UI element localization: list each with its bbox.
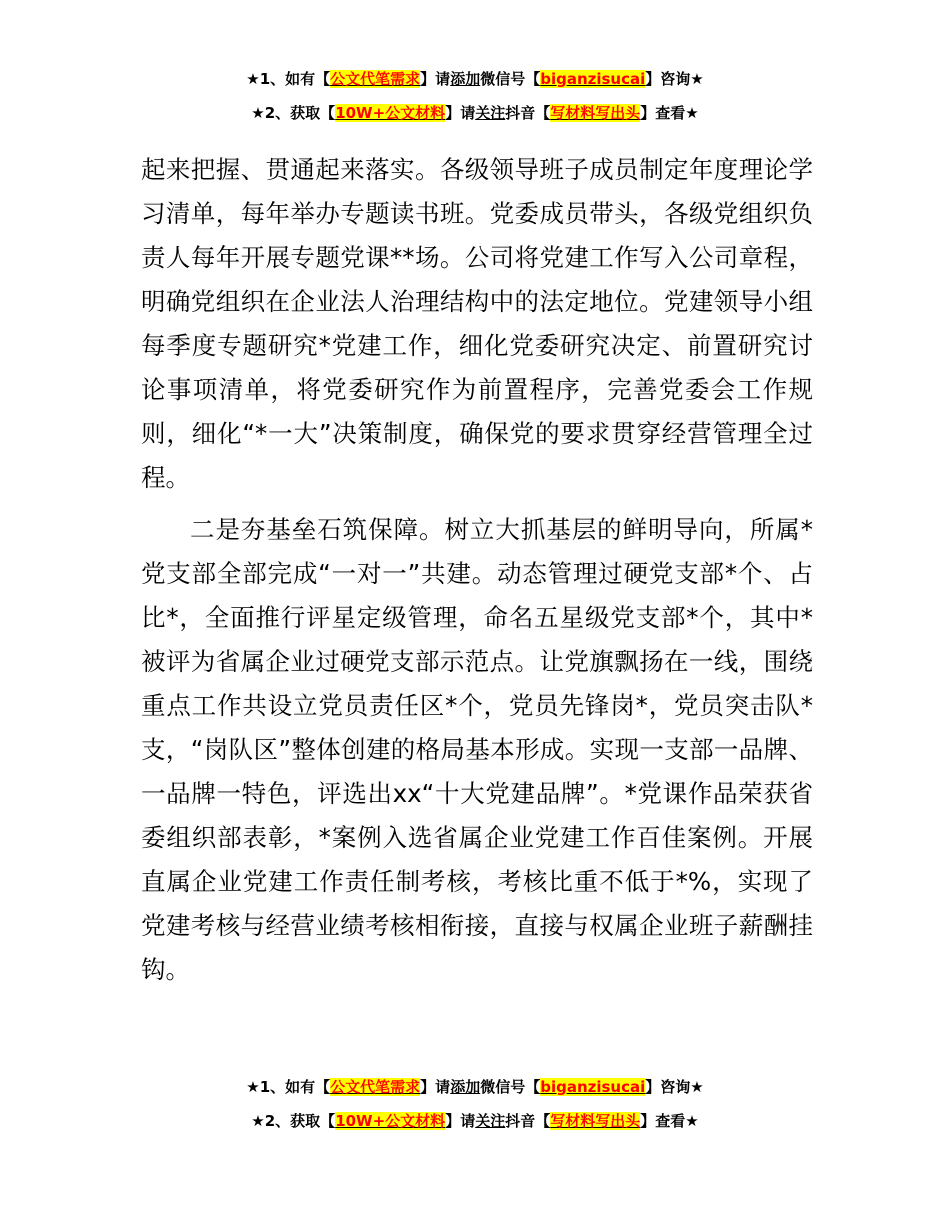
ad-text: 抖音【 (505, 1112, 551, 1130)
ad-highlight-wechat-id: biganzisucai (540, 70, 646, 88)
ad-text: 】请 (420, 1078, 451, 1096)
ad-emphasis: 关注 (475, 104, 506, 122)
ad-text: ★2、获取【 (251, 104, 336, 122)
ad-emphasis: 添加 (450, 70, 481, 88)
ad-text: 微信号【 (480, 1078, 541, 1096)
ad-highlight-douyin-account: 写材料写出头 (550, 1112, 641, 1130)
body-paragraph-1: 起来把握、贯通起来落实。各级领导班子成员制定年度理论学习清单，每年举办专题读书班。党委成员带头，各级党组织负责人每年开展专题党课**场。公司将党建工作写入公司章程，明确党组织在企业法人治理结构中的法定地位。党建领导小组每季度专题研究*党建工作，细化党委研究决定、前置研究讨论事项清单，将党委研究作为前置程序，完善党委会工作规则，细化“*一大”决策制度，确保党的要求贯穿经营管理全过程。 (141, 155, 813, 492)
ad-text: ★1、如有【 (246, 70, 331, 88)
ad-text: 抖音【 (505, 104, 551, 122)
footer-ad-banner (0, 1076, 950, 1132)
ad-highlight-materials: 10W+公文材料 (335, 1112, 446, 1130)
footer-ad-line-2 (0, 1110, 950, 1132)
ad-text: ★2、获取【 (251, 1112, 336, 1130)
ad-text: 】咨询★ (645, 70, 704, 88)
ad-emphasis: 关注 (475, 1112, 506, 1130)
ad-text: 】请 (445, 1112, 476, 1130)
ad-emphasis: 添加 (450, 1078, 481, 1096)
ad-text: 】请 (420, 70, 451, 88)
ad-text: 】咨询★ (645, 1078, 704, 1096)
ad-text: 】查看★ (640, 104, 699, 122)
ad-text: 】请 (445, 104, 476, 122)
ad-highlight-douyin-account: 写材料写出头 (550, 104, 641, 122)
ad-text: ★1、如有【 (246, 1078, 331, 1096)
ad-highlight-wechat-id: biganzisucai (540, 1078, 646, 1096)
header-ad-line-1 (0, 68, 950, 90)
footer-ad-line-1 (0, 1076, 950, 1098)
ad-highlight-service: 公文代笔需求 (330, 1078, 421, 1096)
ad-highlight-service: 公文代笔需求 (330, 70, 421, 88)
body-paragraph-2: 二是夯基垒石筑保障。树立大抓基层的鲜明导向，所属*党支部全部完成“一对一”共建。动态管理过硬党支部*个、占比*，全面推行评星定级管理，命名五星级党支部*个，其中*被评为省属企业过硬党支部示范点。让党旗飘扬在一线，围绕重点工作共设立党员责任区*个，党员先锋岗*，党员突击队*支，“岗队区”整体创建的格局基本形成。实现一支部一品牌、一品牌一特色，评选出xx“十大党建品牌”。*党课作品荣获省委组织部表彰，*案例入选省属企业党建工作百佳案例。开展直属企业党建工作责任制考核，考核比重不低于*%，实现了党建考核与经营业绩考核相衔接，直接与权属企业班子薪酬挂钩。 (141, 515, 813, 984)
document-body (141, 148, 813, 992)
ad-highlight-materials: 10W+公文材料 (335, 104, 446, 122)
ad-text: 微信号【 (480, 70, 541, 88)
header-ad-banner (0, 68, 950, 124)
ad-text: 】查看★ (640, 1112, 699, 1130)
header-ad-line-2 (0, 102, 950, 124)
